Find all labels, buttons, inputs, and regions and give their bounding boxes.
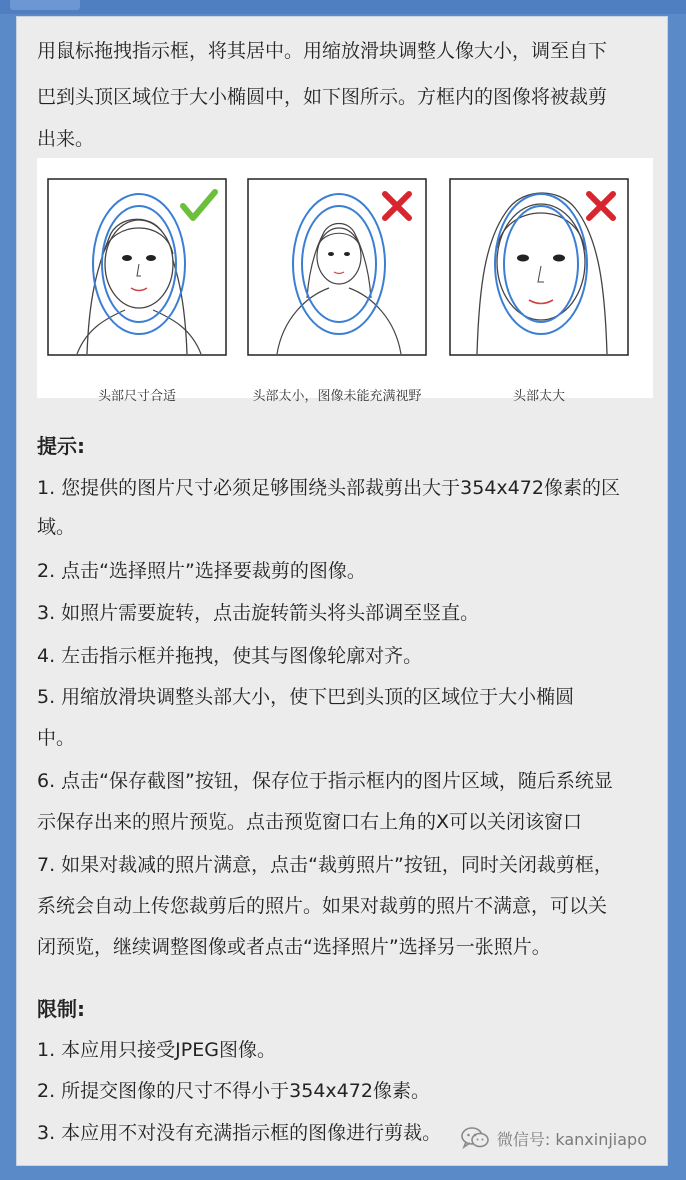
tip-line: 域。 (37, 516, 76, 538)
intro-line-2: 巴到头顶区域位于大小椭圆中，如下图所示。方框内的图像将被裁剪 (37, 86, 608, 108)
content-panel (16, 16, 668, 1166)
example-correct (47, 178, 227, 404)
tip-line: 闭预览，继续调整图像或者点击“选择照片”选择另一张照片。 (37, 936, 551, 958)
wechat-watermark (461, 1125, 647, 1151)
caption-too-small: 头部太小，图像未能充满视野 (252, 389, 422, 404)
caption-too-big: 头部太大 (512, 389, 565, 404)
caption-correct: 头部尺寸合适 (97, 389, 176, 404)
watermark-text: 微信号: kanxinjiapo (496, 1129, 647, 1149)
tip-line: 4. 左击指示框并拖拽，使其与图像轮廓对齐。 (37, 645, 423, 667)
example-too-big (449, 178, 629, 404)
limit-line: 1. 本应用只接受JPEG图像。 (37, 1039, 276, 1061)
tip-line: 7. 如果对裁减的照片满意，点击“裁剪照片”按钮，同时关闭裁剪框， (37, 854, 613, 876)
tip-line: 中。 (37, 727, 76, 749)
example-too-small (247, 178, 427, 404)
header-tab (10, 0, 80, 10)
limits-heading: 限制: (37, 997, 85, 1021)
tips-heading: 提示: (37, 434, 85, 458)
intro-line-3: 出来。 (37, 128, 95, 150)
tip-line: 示保存出来的照片预览。点击预览窗口右上角的X可以关闭该窗口 (37, 811, 583, 833)
head-size-example-figure (37, 158, 653, 404)
limit-line: 3. 本应用不对没有充满指示框的图像进行剪裁。 (37, 1122, 442, 1144)
tip-line: 1. 您提供的图片尺寸必须足够围绕头部裁剪出大于354x472像素的区 (37, 477, 620, 499)
tip-line: 系统会自动上传您裁剪后的照片。如果对裁剪的照片不满意，可以关 (37, 895, 608, 917)
tip-line: 3. 如照片需要旋转，点击旋转箭头将头部调至竖直。 (37, 602, 480, 624)
tip-line: 2. 点击“选择照片”选择要裁剪的图像。 (37, 560, 366, 582)
tip-line: 6. 点击“保存截图”按钮，保存位于指示框内的图片区域，随后系统显 (37, 770, 613, 792)
intro-line-1: 用鼠标拖拽指示框，将其居中。用缩放滑块调整人像大小，调至自下 (37, 40, 608, 62)
limit-line: 2. 所提交图像的尺寸不得小于354x472像素。 (37, 1080, 430, 1102)
wechat-icon (461, 1127, 489, 1149)
tip-line: 5. 用缩放滑块调整头部大小，使下巴到头顶的区域位于大小椭圆 (37, 686, 575, 708)
top-strip (0, 0, 686, 14)
